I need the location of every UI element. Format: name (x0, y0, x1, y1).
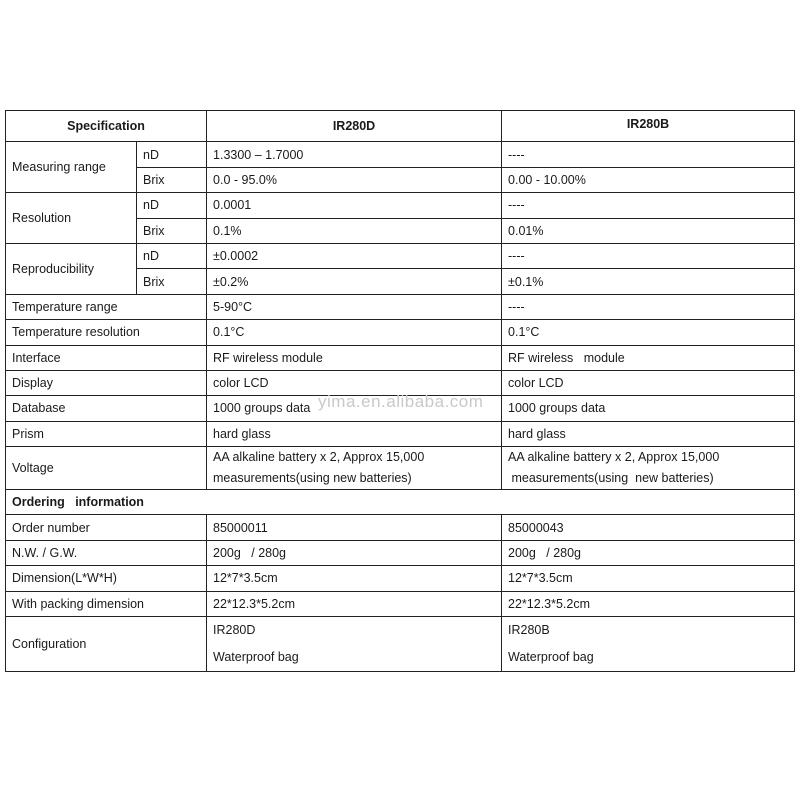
row-label-order-number: Order number (6, 515, 207, 540)
cell-ir280d: 0.1% (207, 218, 502, 243)
row-label-database: Database (6, 396, 207, 421)
cell-line: measurements(using new batteries) (508, 471, 714, 486)
cell-ir280b: 85000043 (502, 515, 795, 540)
watermark: yima.en.alibaba.com (318, 392, 484, 411)
table-row (6, 591, 795, 616)
cell-ir280b (502, 617, 795, 672)
row-label-configuration: Configuration (6, 617, 207, 672)
table-row (6, 540, 795, 565)
sub-label-brix: Brix (137, 269, 207, 294)
sub-label-brix: Brix (137, 218, 207, 243)
cell-ir280b: RF wireless module (502, 345, 795, 370)
cell-ir280d: 5-90°C (207, 294, 502, 319)
cell-ir280d: 85000011 (207, 515, 502, 540)
row-label-packing-dimension: With packing dimension (6, 591, 207, 616)
cell-ir280d: hard glass (207, 421, 502, 446)
cell-ir280b: ---- (502, 193, 795, 218)
row-label-reproducibility: Reproducibility (6, 243, 137, 294)
table-row (6, 193, 795, 218)
cell-ir280d: 1.3300 – 1.7000 (207, 142, 502, 167)
cell-ir280b: color LCD (502, 370, 795, 395)
row-label-resolution: Resolution (6, 193, 137, 244)
table-row (6, 447, 795, 490)
cell-ir280d: 1000 groups data (207, 396, 502, 421)
cell-ir280b: ±0.1% (502, 269, 795, 294)
cell-ir280d: 0.0 - 95.0% (207, 167, 502, 192)
cell-line: Waterproof bag (213, 650, 299, 665)
cell-ir280b: 200g / 280g (502, 540, 795, 565)
table-row (6, 345, 795, 370)
cell-ir280d: ±0.2% (207, 269, 502, 294)
cell-ir280b (502, 447, 795, 490)
table-row (6, 617, 795, 672)
table-row (6, 421, 795, 446)
cell-ir280d: color LCD (207, 370, 502, 395)
header-model-ir280b: IR280B (502, 111, 795, 142)
row-label-display: Display (6, 370, 207, 395)
cell-ir280d: 22*12.3*5.2cm (207, 591, 502, 616)
row-label-measuring-range: Measuring range (6, 142, 137, 193)
cell-ir280b: hard glass (502, 421, 795, 446)
table-row (6, 566, 795, 591)
table-row (6, 370, 795, 395)
table-row (6, 142, 795, 167)
cell-ir280d: 0.1°C (207, 320, 502, 345)
cell-line: IR280D (213, 623, 256, 638)
cell-ir280d (207, 447, 502, 490)
cell-ir280b: 0.01% (502, 218, 795, 243)
specification-table (5, 110, 795, 672)
row-label-dimension: Dimension(L*W*H) (6, 566, 207, 591)
cell-ir280b: ---- (502, 294, 795, 319)
row-label-weight: N.W. / G.W. (6, 540, 207, 565)
cell-ir280b: 0.00 - 10.00% (502, 167, 795, 192)
row-label-interface: Interface (6, 345, 207, 370)
cell-ir280d: 200g / 280g (207, 540, 502, 565)
cell-line: IR280B (508, 623, 550, 638)
header-model-ir280d: IR280D (207, 111, 502, 142)
table-row (6, 320, 795, 345)
table-row (6, 515, 795, 540)
cell-ir280b: ---- (502, 243, 795, 268)
sub-label-brix: Brix (137, 167, 207, 192)
cell-ir280b: 12*7*3.5cm (502, 566, 795, 591)
header-row (6, 111, 795, 142)
row-label-prism: Prism (6, 421, 207, 446)
table-row (6, 243, 795, 268)
cell-ir280d (207, 617, 502, 672)
cell-ir280b: 1000 groups data (502, 396, 795, 421)
cell-line: AA alkaline battery x 2, Approx 15,000 (508, 450, 720, 465)
header-specification: Specification (6, 111, 207, 142)
section-title-ordering: Ordering information (6, 490, 795, 515)
cell-line: AA alkaline battery x 2, Approx 15,000 (213, 450, 425, 465)
cell-ir280b: 0.1°C (502, 320, 795, 345)
row-label-temperature-range: Temperature range (6, 294, 207, 319)
table-row (6, 294, 795, 319)
cell-line: measurements(using new batteries) (213, 471, 412, 486)
cell-ir280b: ---- (502, 142, 795, 167)
sub-label-nd: nD (137, 193, 207, 218)
cell-ir280b: 22*12.3*5.2cm (502, 591, 795, 616)
cell-ir280d: ±0.0002 (207, 243, 502, 268)
cell-line: Waterproof bag (508, 650, 594, 665)
table-row (6, 396, 795, 421)
cell-ir280d: 0.0001 (207, 193, 502, 218)
ordering-section-row (6, 490, 795, 515)
sub-label-nd: nD (137, 142, 207, 167)
row-label-temperature-resolution: Temperature resolution (6, 320, 207, 345)
cell-ir280d: 12*7*3.5cm (207, 566, 502, 591)
cell-ir280d: RF wireless module (207, 345, 502, 370)
sub-label-nd: nD (137, 243, 207, 268)
row-label-voltage: Voltage (6, 447, 207, 490)
